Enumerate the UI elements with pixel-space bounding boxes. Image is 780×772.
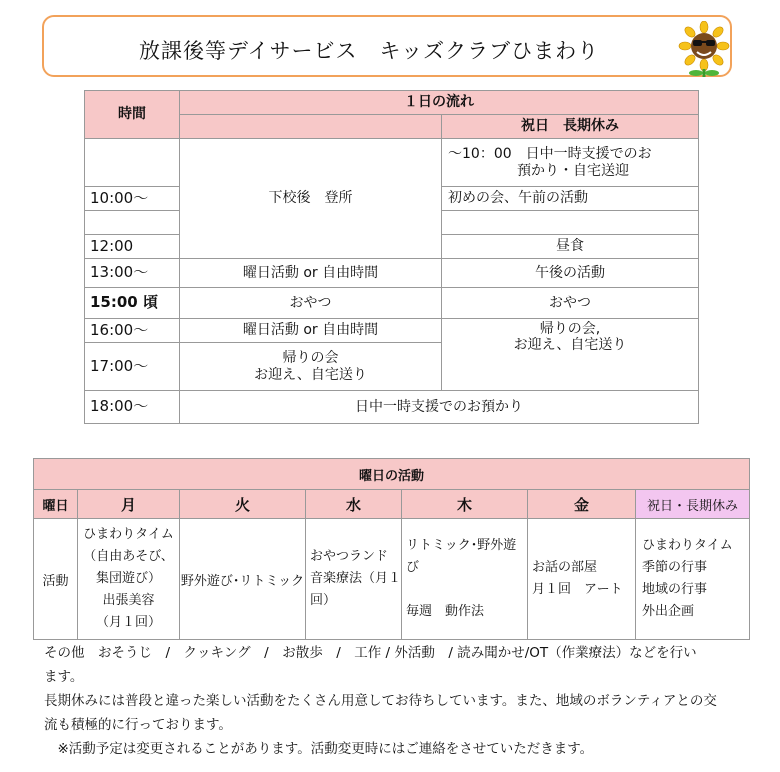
early-holiday-line-2: 預かり・自宅送迎 [517,162,629,179]
holiday-subheader: 祝日 長期休み [442,115,699,139]
blank-holiday-cell [442,211,699,235]
activities-title: 曜日の活動 [34,459,750,490]
daily-schedule-table [84,90,699,424]
holiday-line-3: 地域の行事 [642,582,708,597]
return-line-2: お迎え、自宅送り [254,366,367,383]
wed-line-3: 回） [310,593,337,608]
page-title: 放課後等デイサービス キッズクラブひまわり [139,39,600,63]
note-line-5: ※活動予定は変更されることがあります。活動変更時にはご連絡をさせていただきます。 [44,741,594,757]
holiday-line-4: 外出企画 [642,604,695,619]
day-mon: 月 [78,490,180,519]
tue-activities [180,519,306,640]
wed-line-1: おやつランド [310,549,389,564]
day-activity-cell-1: 曜日活動 or 自由時間 [180,259,442,288]
time-cell-1600: 16:00～ [85,319,180,343]
title-banner [42,15,732,77]
thu-line-3: 毎週 動作法 [406,604,485,619]
mon-line-1: ひまわりタイム [83,527,174,542]
thu-activities [402,519,528,640]
tue-line-1: 野外遊び･リトミック [180,573,305,589]
thu-line-2 [406,579,527,601]
day-thu: 木 [402,490,528,519]
activity-row-label: 活動 [34,519,78,640]
weekly-activities-table [33,458,750,640]
weekday-subheader [180,115,442,139]
mon-line-4: 出張美容 [102,593,155,608]
day-header: 曜日 [34,490,78,519]
return-holiday-cell [442,319,699,391]
day-fri: 金 [528,490,636,519]
early-holiday-cell [442,139,699,187]
fri-line-2: 月１回 アート [532,582,623,597]
fri-activities [528,519,636,640]
snack-cell: おやつ [180,288,442,319]
holiday-line-1: ひまわりタイム [642,538,733,553]
thu-line-1: リトミック･野外遊び [406,538,517,575]
wed-line-2: 音楽療法（月１ [310,571,402,586]
note-line-3: 長期休みには普段と違った楽しい活動をたくさん用意してお待ちしています。また、地域のボランティアとの交 [44,693,717,709]
school-arrival-cell: 下校後 登所 [180,139,442,259]
time-cell-1200: 12:00 [85,235,180,259]
return-line-1: 帰りの会 [282,350,339,367]
note-line-2: ます。 [44,669,84,685]
return-cell [180,343,442,391]
time-cell-1300: 13:00～ [85,259,180,288]
sunflower-sunglasses-icon [676,21,732,77]
time-header: 時間 [85,91,180,139]
late-care-cell: 日中一時支援でのお預かり [180,391,699,424]
day-tue: 火 [180,490,306,519]
holiday-line-2: 季節の行事 [642,560,708,575]
early-holiday-line-1: ～10：00 日中一時支援でのお [448,146,652,163]
note-line-1: その他 おそうじ / クッキング / お散歩 / 工作 / 外活動 / 読み聞かせ/OT（作業療法）などを行い [44,645,697,661]
flow-header: １日の流れ [180,91,699,115]
mon-line-2: （自由あそび、 [83,549,174,564]
day-holiday: 祝日・長期休み [636,490,750,519]
mon-line-5: （月１回） [95,615,161,630]
time-cell-1800: 18:00～ [85,391,180,424]
day-activity-cell-2: 曜日活動 or 自由時間 [180,319,442,343]
mon-line-3: 集団遊び） [95,571,161,586]
mon-activities [78,519,180,640]
lunch-cell: 昼食 [442,235,699,259]
day-wed: 水 [306,490,402,519]
afternoon-holiday-cell: 午後の活動 [442,259,699,288]
notes-section [44,641,744,761]
time-cell-1500: 15:00 頃 [85,288,180,319]
snack-holiday-cell: おやつ [442,288,699,319]
time-cell-blank [85,211,180,235]
fri-line-1: お話の部屋 [532,560,598,575]
time-cell-1000: 10:00～ [85,187,180,211]
note-line-4: 流も積極的に行っております。 [44,717,232,733]
return-holiday-line-2: お迎え、自宅送り [513,337,627,354]
time-cell-early [85,139,180,187]
wed-activities [306,519,402,640]
holiday-activities [636,519,750,640]
time-cell-1700: 17:00～ [85,343,180,391]
morning-holiday-cell: 初めの会、午前の活動 [442,187,699,211]
return-holiday-line-1: 帰りの会, [539,321,601,337]
